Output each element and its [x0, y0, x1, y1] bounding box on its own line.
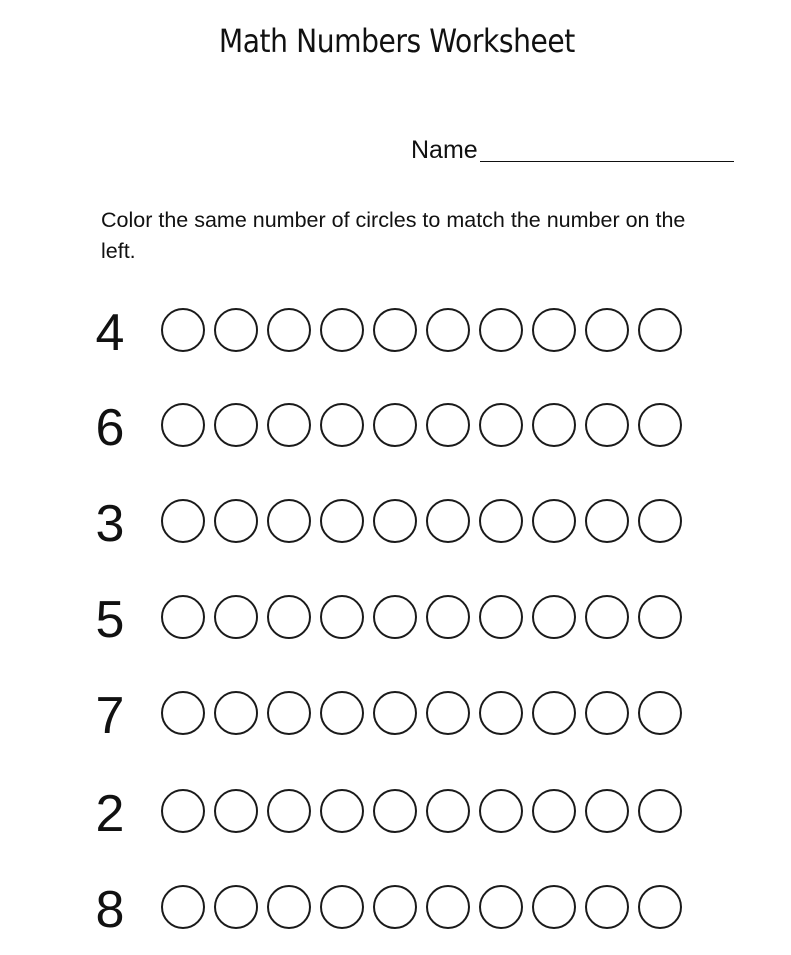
coloring-circle[interactable]: [638, 885, 682, 929]
coloring-circle[interactable]: [320, 789, 364, 833]
coloring-circle[interactable]: [638, 691, 682, 735]
circle-group: [161, 789, 682, 833]
coloring-circle[interactable]: [267, 885, 311, 929]
coloring-circle[interactable]: [267, 789, 311, 833]
coloring-circle[interactable]: [161, 691, 205, 735]
coloring-circle[interactable]: [479, 885, 523, 929]
coloring-circle[interactable]: [585, 499, 629, 543]
counting-row: [0, 784, 791, 844]
coloring-circle[interactable]: [585, 595, 629, 639]
coloring-circle[interactable]: [426, 499, 470, 543]
coloring-circle[interactable]: [479, 403, 523, 447]
coloring-circle[interactable]: [479, 789, 523, 833]
coloring-circle[interactable]: [267, 403, 311, 447]
name-label: Name: [411, 136, 478, 164]
coloring-circle[interactable]: [373, 691, 417, 735]
coloring-circle[interactable]: [161, 885, 205, 929]
coloring-circle[interactable]: [214, 691, 258, 735]
coloring-circle[interactable]: [532, 885, 576, 929]
coloring-circle[interactable]: [532, 789, 576, 833]
coloring-circle[interactable]: [267, 691, 311, 735]
coloring-circle[interactable]: [373, 885, 417, 929]
coloring-circle[interactable]: [214, 789, 258, 833]
coloring-circle[interactable]: [161, 403, 205, 447]
coloring-circle[interactable]: [638, 789, 682, 833]
coloring-circle[interactable]: [373, 308, 417, 352]
coloring-circle[interactable]: [426, 403, 470, 447]
coloring-circle[interactable]: [161, 789, 205, 833]
coloring-circle[interactable]: [585, 403, 629, 447]
coloring-circle[interactable]: [161, 595, 205, 639]
row-number: 5: [95, 591, 125, 649]
counting-row: [0, 686, 791, 746]
coloring-circle[interactable]: [214, 499, 258, 543]
coloring-circle[interactable]: [373, 403, 417, 447]
row-number: 8: [95, 881, 125, 939]
circle-group: [161, 499, 682, 543]
circle-group: [161, 308, 682, 352]
coloring-circle[interactable]: [267, 595, 311, 639]
coloring-circle[interactable]: [426, 595, 470, 639]
coloring-circle[interactable]: [532, 595, 576, 639]
coloring-circle[interactable]: [638, 595, 682, 639]
row-number: 4: [95, 304, 125, 362]
coloring-circle[interactable]: [320, 403, 364, 447]
row-number: 2: [95, 785, 125, 843]
coloring-circle[interactable]: [585, 885, 629, 929]
circle-group: [161, 885, 682, 929]
coloring-circle[interactable]: [479, 308, 523, 352]
coloring-circle[interactable]: [161, 499, 205, 543]
coloring-circle[interactable]: [479, 691, 523, 735]
coloring-circle[interactable]: [638, 308, 682, 352]
coloring-circle[interactable]: [214, 595, 258, 639]
counting-row: [0, 303, 791, 363]
coloring-circle[interactable]: [373, 595, 417, 639]
coloring-circle[interactable]: [479, 595, 523, 639]
coloring-circle[interactable]: [320, 308, 364, 352]
coloring-circle[interactable]: [585, 691, 629, 735]
coloring-circle[interactable]: [267, 308, 311, 352]
coloring-circle[interactable]: [426, 308, 470, 352]
row-number: 3: [95, 495, 125, 553]
coloring-circle[interactable]: [373, 499, 417, 543]
coloring-circle[interactable]: [214, 403, 258, 447]
counting-row: [0, 880, 791, 940]
coloring-circle[interactable]: [373, 789, 417, 833]
circle-group: [161, 595, 682, 639]
circle-group: [161, 691, 682, 735]
coloring-circle[interactable]: [479, 499, 523, 543]
coloring-circle[interactable]: [214, 308, 258, 352]
counting-row: [0, 398, 791, 458]
counting-row: [0, 494, 791, 554]
coloring-circle[interactable]: [532, 691, 576, 735]
coloring-circle[interactable]: [426, 789, 470, 833]
coloring-circle[interactable]: [532, 403, 576, 447]
coloring-circle[interactable]: [532, 499, 576, 543]
instructions-text: Color the same number of circles to match the number on the left.: [101, 208, 686, 263]
coloring-circle[interactable]: [320, 691, 364, 735]
worksheet-title: Math Numbers Worksheet: [218, 22, 575, 60]
coloring-circle[interactable]: [585, 789, 629, 833]
coloring-circle[interactable]: [214, 885, 258, 929]
counting-row: [0, 590, 791, 650]
coloring-circle[interactable]: [585, 308, 629, 352]
row-number: 6: [95, 399, 125, 457]
coloring-circle[interactable]: [638, 403, 682, 447]
coloring-circle[interactable]: [426, 691, 470, 735]
coloring-circle[interactable]: [532, 308, 576, 352]
row-number: 7: [95, 687, 125, 745]
circle-group: [161, 403, 682, 447]
coloring-circle[interactable]: [320, 595, 364, 639]
coloring-circle[interactable]: [638, 499, 682, 543]
coloring-circle[interactable]: [320, 885, 364, 929]
coloring-circle[interactable]: [320, 499, 364, 543]
coloring-circle[interactable]: [161, 308, 205, 352]
coloring-circle[interactable]: [267, 499, 311, 543]
coloring-circle[interactable]: [426, 885, 470, 929]
